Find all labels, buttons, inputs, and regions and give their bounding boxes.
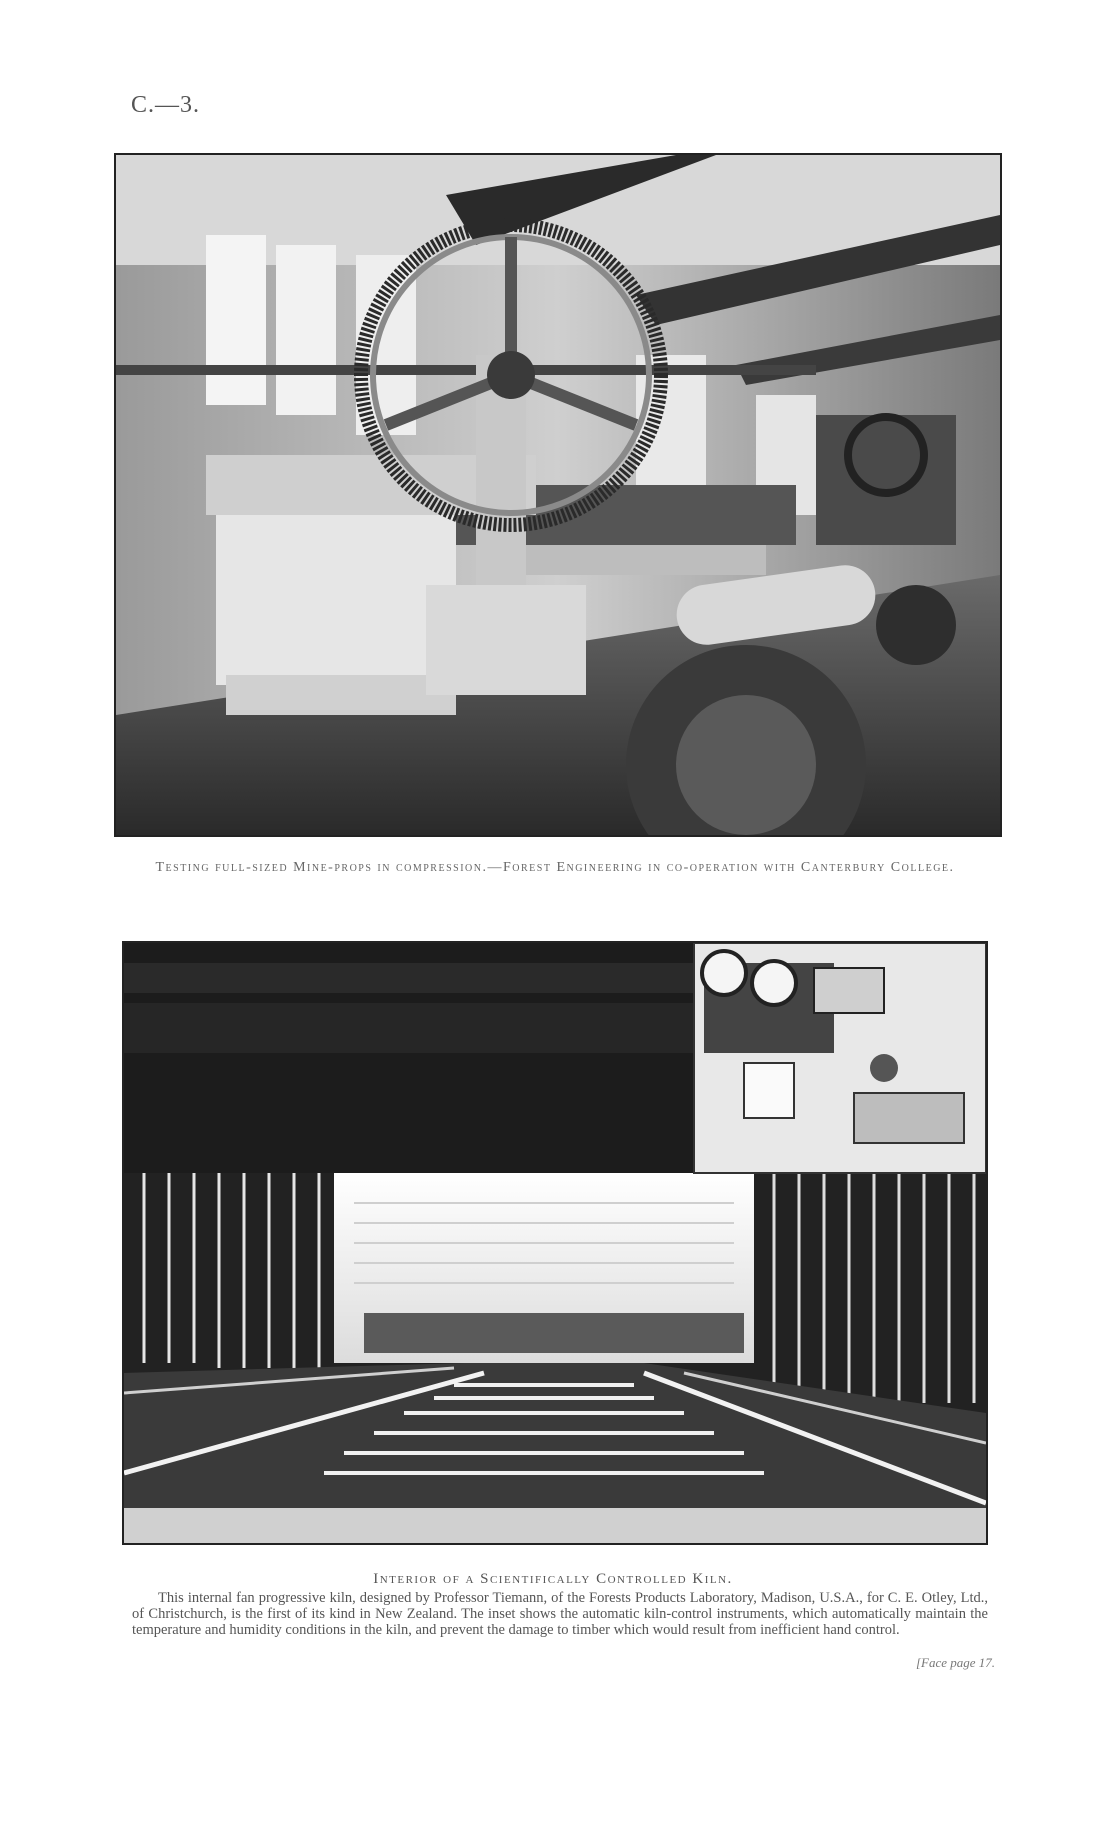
photo-kiln-interior [122,941,988,1545]
plate-2-title: Interior of a Scientifically Controlled Kiln. [373,1571,733,1587]
face-page-note: [Face page 17. [915,1655,995,1670]
photo-mine-prop-testing-machine [114,153,1002,837]
inset-kiln-control-instruments [694,943,986,1173]
plate-1-caption: Testing full-sized Mine-props in compression.—Forest Engineering in co-operation with Canterbury College. [155,860,955,875]
page-reference: C.—3. [131,92,201,118]
plate-2-description: This internal fan progressive kiln, designed by Professor Tiemann, of the Forests Products Laboratory, Madison, U.S.A., for C. E. Otley, Ltd., of Christchurch, is the first of its kind in New Zealand. The inset shows the automatic kiln-control instruments, which automatically maintain the temperature and humidity conditions in the kiln, and prevent the damage to timber which would result from inefficient hand control. [132,1590,988,1638]
